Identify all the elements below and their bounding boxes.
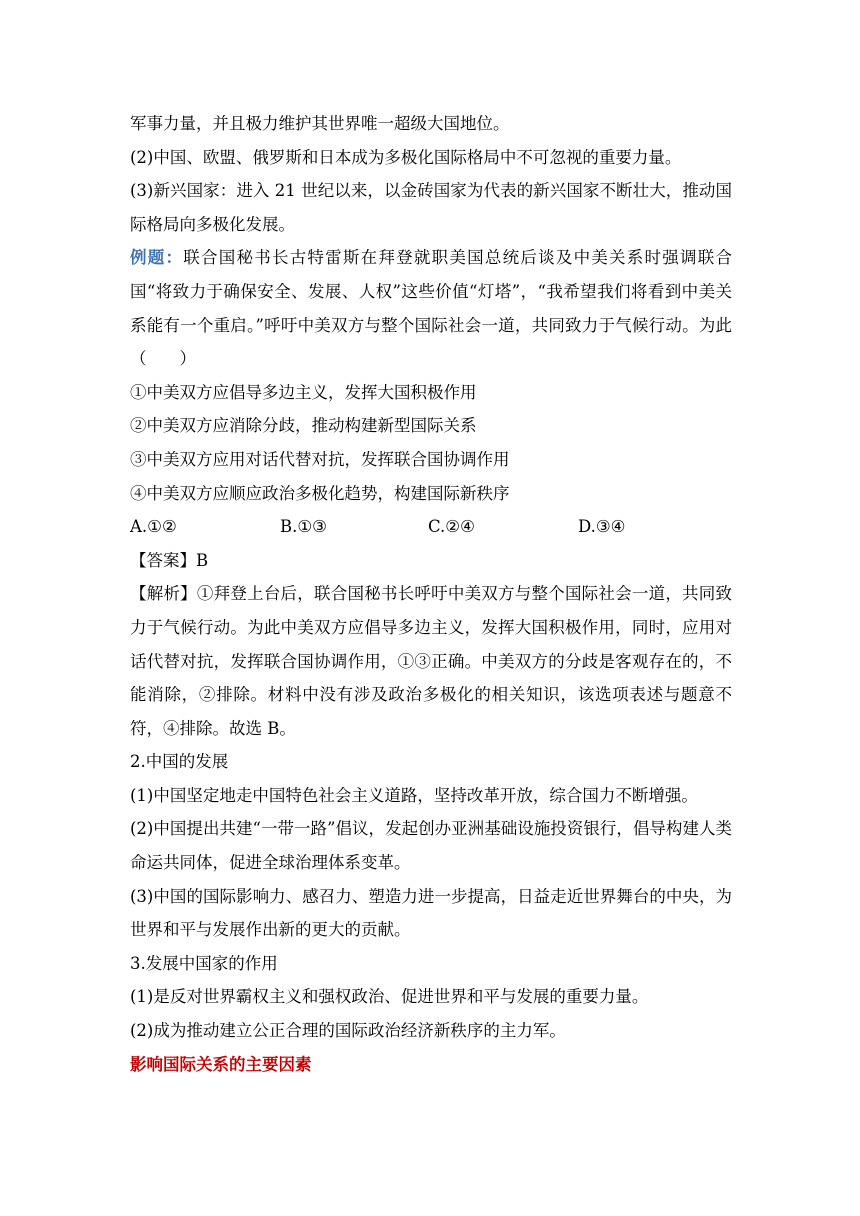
section-2-title: 2.中国的发展: [130, 752, 229, 772]
analysis-paragraph: 【解析】①拜登上台后，联合国秘书长呼吁中美双方与整个国际社会一道，共同致力于气候行动。为此中美双方应倡导多边主义，发挥大国积极作用，同时，应用对话代替对抗，发挥联合国协调作用，①③正确。中美双方的分歧是客观存在的，不能消除，②排除。材料中没有涉及政治多极化的相关知识，该选项表述与题意不符，④排除。故选 B。: [130, 584, 732, 738]
statement-2: ②中美双方应消除分歧，推动构建新型国际关系: [130, 416, 477, 436]
example-label: 例题：: [130, 248, 184, 268]
intro-line-1: 军事力量，并且极力维护其世界唯一超级大国地位。: [130, 114, 510, 133]
section-2-item-1: (1)中国坚定地走中国特色社会主义道路，坚持改革开放，综合国力不断增强。: [130, 785, 698, 805]
statement-1: ①中美双方应倡导多边主义，发挥大国积极作用: [130, 382, 477, 402]
example-question: [130, 241, 732, 375]
option-b: B.①③: [280, 517, 327, 537]
section-2-item-2: (2)中国提出共建“一带一路”倡议，发起创办亚洲基础设施投资银行，倡导构建人类命运共同体，促进全球治理体系变革。: [130, 819, 732, 873]
section-3-item-1: (1)是反对世界霸权主义和强权政治、促进世界和平与发展的重要力量。: [130, 987, 649, 1007]
option-d: D.③④: [578, 517, 626, 537]
answer-options: [130, 510, 732, 544]
next-section-heading: 影响国际关系的主要因素: [130, 1054, 312, 1074]
example-stem: 联合国秘书长古特雷斯在拜登就职美国总统后谈及中美关系时强调联合国“将致力于确保安全、发展、人权”这些价值“灯塔”，“我希望我们将看到中美关系能有一个重启。”呼吁中美双方与整个国际社会一道，共同致力于气候行动。为此（ ）: [130, 248, 733, 369]
option-c: C.②④: [428, 517, 475, 537]
option-a: A.①②: [130, 517, 177, 537]
document-page: [130, 107, 732, 1081]
statement-4: ④中美双方应顺应政治多极化趋势，构建国际新秩序: [130, 483, 510, 503]
intro-item-3: (3)新兴国家：进入 21 世纪以来，以金砖国家为代表的新兴国家不断壮大，推动国际格局向多极化发展。: [130, 181, 732, 234]
section-3-item-2: (2)成为推动建立公正合理的国际政治经济新秩序的主力军。: [130, 1021, 566, 1041]
section-2-item-3: (3)中国的国际影响力、感召力、塑造力进一步提高，日益走近世界舞台的中央，为世界和平与发展作出新的更大的贡献。: [130, 886, 732, 940]
section-3-title: 3.发展中国家的作用: [130, 953, 278, 973]
statement-3: ③中美双方应用对话代替对抗，发挥联合国协调作用: [130, 449, 510, 469]
answer-line: 【答案】B: [130, 550, 209, 570]
intro-item-2: (2)中国、欧盟、俄罗斯和日本成为多极化国际格局中不可忽视的重要力量。: [130, 147, 682, 167]
